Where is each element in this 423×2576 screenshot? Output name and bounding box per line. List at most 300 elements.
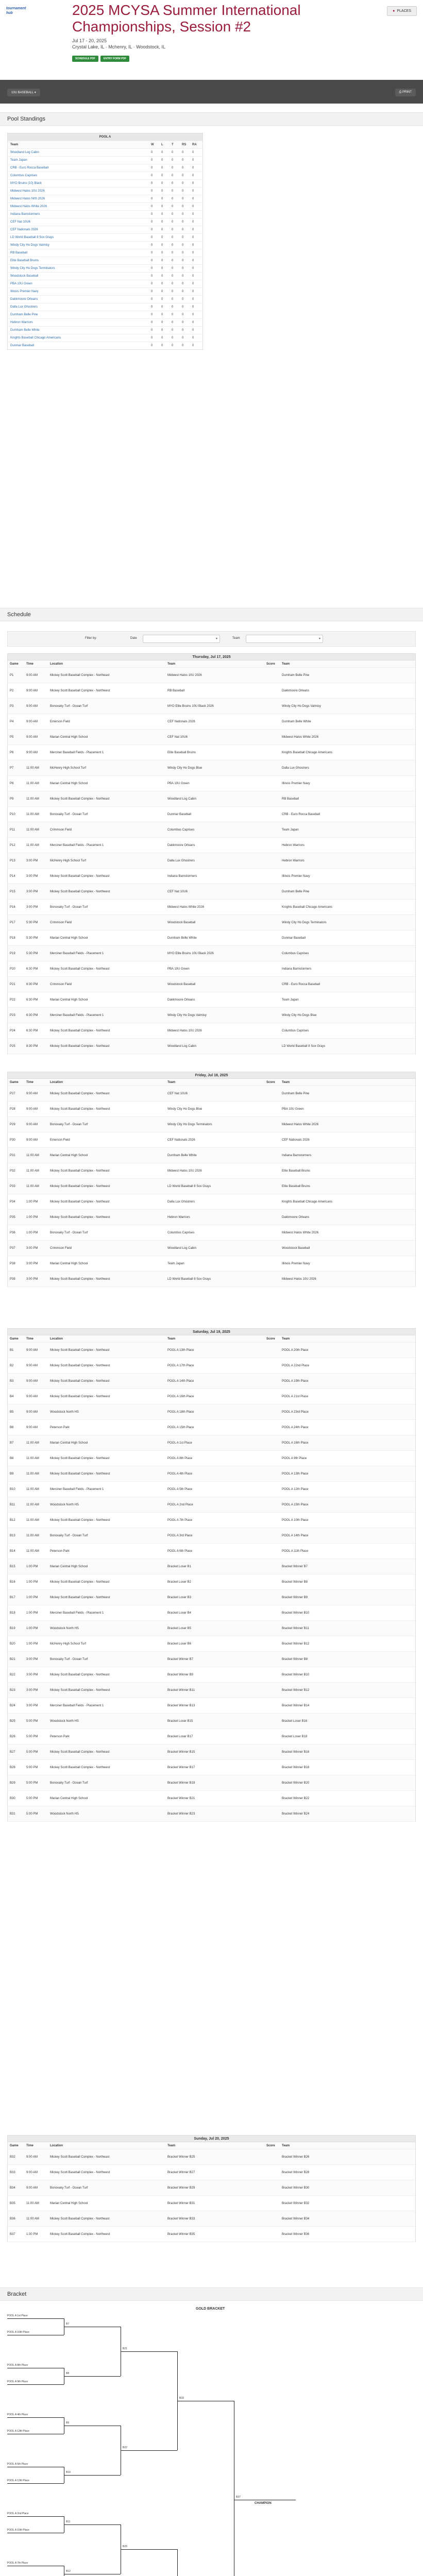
game-row — [8, 1420, 415, 1435]
places-button[interactable] — [387, 6, 417, 16]
game-number: P39 — [10, 1277, 15, 1281]
game-location[interactable]: Bonovaky Turf - Ocean Turf — [50, 1781, 88, 1785]
team-link[interactable]: Indiana Barnstormers — [10, 213, 40, 216]
ties: 0 — [172, 197, 174, 200]
runs-allowed: 0 — [192, 205, 194, 208]
bracket-connector — [7, 2516, 64, 2517]
game-location[interactable]: McHenry High School Turf — [50, 766, 87, 770]
team-link[interactable]: Dalla Lux Ghostrers — [10, 306, 38, 309]
logo-line-1: tournament — [6, 7, 26, 10]
team-link[interactable]: Dakkmoore Orleans — [10, 298, 38, 301]
game-time: 11:00 AM — [26, 1456, 39, 1460]
home-team: CEF Nat 10U6 — [167, 890, 188, 893]
game-time: 5:30 PM — [26, 921, 38, 924]
game-number: B8 — [10, 1456, 14, 1460]
home-team: Woodland Log Cabin — [167, 1246, 196, 1250]
game-location[interactable]: Emerson Field — [50, 1138, 70, 1142]
game-location[interactable]: Merciner Baseball Fields - Placement 1 — [50, 751, 104, 754]
pool-standing-row — [8, 318, 202, 326]
runs-allowed: 0 — [192, 197, 194, 200]
game-location[interactable]: Mickey Scott Baseball Complex - Northwest — [50, 1766, 110, 1769]
runs-allowed: 0 — [192, 298, 194, 301]
losses: 0 — [161, 313, 163, 316]
tournament-hub-logo[interactable] — [6, 6, 39, 27]
game-location[interactable]: Mickey Scott Baseball Complex - Northwest — [50, 1184, 110, 1188]
col-game-time: Time — [26, 662, 33, 666]
runs-scored: 0 — [182, 236, 184, 239]
game-location[interactable]: Mickey Scott Baseball Complex - Northeast — [50, 1348, 110, 1352]
losses: 0 — [161, 321, 163, 324]
game-location[interactable]: Mickey Scott Baseball Complex - Northeast — [50, 1169, 110, 1173]
runs-scored: 0 — [182, 313, 184, 316]
game-time: 5:30 PM — [26, 952, 38, 955]
bracket-game-label: B11 — [66, 2520, 71, 2523]
game-location[interactable]: Mickey Scott Baseball Complex - Northwest — [50, 1688, 110, 1692]
event-header — [0, 0, 423, 75]
game-time: 11:00 AM — [26, 1441, 39, 1445]
game-time: 11:00 AM — [26, 1184, 39, 1188]
game-location[interactable]: Woodstock North HS — [50, 1812, 79, 1816]
home-team: Bracket Loser B1 — [167, 1565, 192, 1568]
home-team: POOL A 3rd Place — [167, 1534, 193, 1537]
game-location[interactable]: Mickey Scott Baseball Complex - Northeast — [50, 1092, 110, 1095]
game-number: P36 — [10, 1231, 15, 1234]
away-team: POOL A 13th Place — [282, 1472, 309, 1476]
losses: 0 — [161, 344, 163, 347]
game-number: P9 — [10, 797, 14, 801]
away-team: POOL A 11th Place — [282, 1549, 309, 1553]
runs-allowed: 0 — [192, 344, 194, 347]
game-row — [8, 1791, 415, 1806]
runs-allowed: 0 — [192, 282, 194, 285]
game-location[interactable]: Mickey Scott Baseball Complex - Northeast — [50, 1580, 110, 1584]
game-location[interactable]: Crimmson Field — [50, 921, 72, 924]
game-time: 9:00 AM — [26, 673, 38, 677]
pool-standing-row — [8, 218, 202, 226]
losses: 0 — [161, 244, 163, 247]
game-location[interactable]: Mickey Scott Baseball Complex - Northeast — [50, 1456, 110, 1460]
game-location[interactable]: Mickey Scott Baseball Complex - Northeast — [50, 797, 110, 801]
game-time: 5:00 PM — [26, 1812, 38, 1816]
ties: 0 — [172, 159, 174, 162]
team-filter-select[interactable] — [246, 635, 323, 643]
ties: 0 — [172, 166, 174, 170]
team-link[interactable]: Knights Baseball Chicago Americans — [10, 336, 61, 340]
game-row — [8, 992, 415, 1008]
game-location[interactable]: Mickey Scott Baseball Complex - Northeast — [50, 2155, 110, 2159]
runs-scored: 0 — [182, 166, 184, 170]
home-team: Midwest Halos 10U 2026 — [167, 1169, 202, 1173]
bracket-team: POOL A 9th Place — [7, 2380, 28, 2383]
runs-scored: 0 — [182, 213, 184, 216]
game-time: 11:00 AM — [26, 843, 39, 847]
game-row — [8, 1729, 415, 1744]
game-location[interactable]: Marian Central High School — [50, 1441, 88, 1445]
game-row — [8, 2227, 415, 2242]
bracket-connector — [64, 2475, 121, 2476]
game-location[interactable]: Bonovaky Turf - Ocean Turf — [50, 704, 88, 708]
game-time: 9:00 AM — [26, 720, 38, 723]
game-location[interactable]: Woodstock North HS — [50, 1503, 79, 1506]
game-location[interactable]: Peterson Park — [50, 1735, 70, 1738]
home-team: Bracket Winner B17 — [167, 1766, 195, 1769]
filter-by-label: Filter by: — [85, 637, 97, 640]
schedule-pdf-button[interactable]: SCHEDULE PDF — [72, 56, 98, 62]
game-location[interactable]: Peterson Park — [50, 1426, 70, 1429]
team-link[interactable]: Team Japan — [10, 159, 27, 162]
game-row — [8, 1605, 415, 1621]
col-team: Team — [10, 143, 19, 146]
runs-allowed: 0 — [192, 321, 194, 324]
runs-scored: 0 — [182, 306, 184, 309]
game-location[interactable]: Marian Central High School — [50, 2201, 88, 2205]
team-link[interactable]: Durnham Belle Pine — [10, 313, 38, 316]
game-location[interactable]: Emerson Field — [50, 720, 70, 723]
pool-standings-table — [7, 133, 203, 350]
game-location[interactable]: Bonovaky Turf - Ocean Turf — [50, 1534, 88, 1537]
bracket-game-label: B33 — [179, 2397, 184, 2400]
game-row — [8, 1806, 415, 1822]
team-link[interactable]: Illinois Premier Navy — [10, 290, 39, 293]
game-row — [8, 1008, 415, 1023]
game-location[interactable]: Mickey Scott Baseball Complex - Northeast — [50, 1673, 110, 1676]
home-team: Bracket Loser B2 — [167, 1580, 192, 1584]
wins: 0 — [151, 213, 153, 216]
game-row — [8, 822, 415, 838]
col-l: L — [161, 143, 163, 146]
game-number: P4 — [10, 720, 14, 723]
team-link[interactable]: LD World Baseball 8 Sox Grays — [10, 236, 54, 239]
entry-form-pdf-button[interactable]: ENTRY FORM PDF — [100, 56, 129, 62]
game-time: 9:00 AM — [26, 735, 38, 739]
schedule-day-title: Friday, Jul 18, 2025 — [7, 1072, 416, 1079]
game-number: B21 — [10, 1657, 15, 1661]
game-number: B17 — [10, 1596, 15, 1599]
runs-allowed: 0 — [192, 228, 194, 231]
bracket-team: POOL A 4th Place — [7, 2413, 28, 2416]
game-location[interactable]: Mickey Scott Baseball Complex - Northeast — [50, 1200, 110, 1204]
game-location[interactable]: Mickey Scott Baseball Complex - Northeast — [50, 1379, 110, 1383]
game-time: 11:00 AM — [26, 1549, 39, 1553]
game-location[interactable]: Mickey Scott Baseball Complex - Northwest — [50, 1518, 110, 1522]
game-number: B18 — [10, 1611, 15, 1615]
game-location[interactable]: Crimmson Field — [50, 828, 72, 832]
away-team: Bracket Winner B32 — [282, 2201, 310, 2205]
game-location[interactable]: Merciner Baseball Fields - Placement 1 — [50, 1013, 104, 1017]
game-number: B7 — [10, 1441, 14, 1445]
game-number: P13 — [10, 859, 15, 862]
schedule-day-table — [7, 1079, 416, 1287]
away-team: Bracket Winner B12 — [282, 1688, 310, 1692]
game-time: 11:00 AM — [26, 782, 39, 785]
team-link[interactable]: Woodland Log Cabin — [10, 151, 39, 154]
game-time: 11:00 AM — [26, 1534, 39, 1537]
wins: 0 — [151, 275, 153, 278]
game-location[interactable]: Marian Central High School — [50, 1565, 88, 1568]
col-game-score: Score — [266, 2144, 275, 2147]
col-game-time: Time — [26, 1080, 33, 1084]
col-game-location: Location — [50, 2144, 63, 2147]
game-row — [8, 1343, 415, 1358]
team-link[interactable]: Durnham Belle White — [10, 329, 40, 332]
game-location[interactable]: Marian Central High School — [50, 735, 88, 739]
game-time: 3:00 PM — [26, 1246, 38, 1250]
runs-scored: 0 — [182, 336, 184, 340]
division-select[interactable]: 10U BASEBALL ▾ — [7, 89, 40, 96]
game-row — [8, 1621, 415, 1636]
away-team: Illinois Premier Navy — [282, 874, 310, 878]
game-number: P21 — [10, 982, 15, 986]
game-time: 3:00 PM — [26, 890, 38, 893]
game-location[interactable]: Crimmson Field — [50, 1246, 72, 1250]
game-location[interactable]: Mickey Scott Baseball Complex - Northeast — [50, 874, 110, 878]
game-number: B9 — [10, 1472, 14, 1476]
game-location[interactable]: Mickey Scott Baseball Complex - Northeast — [50, 967, 110, 971]
team-link[interactable]: Windy City Ho Dogs Valmisy — [10, 244, 49, 247]
game-number: B19 — [10, 1626, 15, 1630]
team-link[interactable]: CEF Nat 10U6 — [10, 221, 31, 224]
game-location[interactable]: Merciner Baseball Fields - Placement 1 — [50, 843, 104, 847]
away-team: Bracket Winner B9 — [282, 1596, 308, 1599]
home-team: CEF Nationals 2026 — [167, 1138, 195, 1142]
team-link[interactable]: Midwest Halos White 2026 — [10, 205, 47, 208]
runs-scored: 0 — [182, 321, 184, 324]
game-time: 5:00 PM — [26, 1766, 38, 1769]
event-buttons — [72, 56, 129, 62]
game-row — [8, 1451, 415, 1466]
game-number: P11 — [10, 828, 15, 832]
game-row — [8, 1117, 415, 1132]
away-team: Windy City Ho Dogs Valmisy — [282, 704, 321, 708]
away-team: POOL A 12th Place — [282, 1487, 309, 1491]
game-number: B16 — [10, 1580, 15, 1584]
game-location[interactable]: Marian Central High School — [50, 936, 88, 940]
team-link[interactable]: Columbus Caprises — [10, 174, 38, 177]
away-team: Elite Baseball Bruins — [282, 1169, 311, 1173]
game-time: 9:00 AM — [26, 704, 38, 708]
game-location[interactable]: Mickey Scott Baseball Complex - Northeast — [50, 2217, 110, 2221]
game-location[interactable]: Mickey Scott Baseball Complex - Northwest — [50, 1472, 110, 1476]
game-row — [8, 1667, 415, 1683]
game-location[interactable]: Mickey Scott Baseball Complex - Northwest — [50, 1364, 110, 1367]
losses: 0 — [161, 174, 163, 177]
col-game-score: Score — [266, 1080, 275, 1084]
away-team: Midwest Halos White 2026 — [282, 735, 319, 739]
game-location[interactable]: Mickey Scott Baseball Complex - Northwest — [50, 1395, 110, 1398]
print-button[interactable] — [395, 89, 416, 96]
game-row — [8, 1039, 415, 1054]
game-location[interactable]: Merciner Baseball Fields - Placement 1 — [50, 1611, 104, 1615]
game-location[interactable]: Bonovaky Turf - Ocean Turf — [50, 812, 88, 816]
away-team: Bracket Winner B10 — [282, 1673, 310, 1676]
game-location[interactable]: Mickey Scott Baseball Complex - Northwest — [50, 1107, 110, 1111]
team-link[interactable]: RB Baseball — [10, 251, 28, 255]
runs-allowed: 0 — [192, 336, 194, 340]
game-location[interactable]: Mickey Scott Baseball Complex - Northwest — [50, 1277, 110, 1281]
home-team: Bracket Winner B13 — [167, 1704, 195, 1707]
away-team: Bracket Winner B11 — [282, 1626, 309, 1630]
away-team: POOL A 15th Place — [282, 1503, 309, 1506]
game-row — [8, 853, 415, 869]
game-number: P38 — [10, 1262, 15, 1265]
away-team: Bracket Loser B18 — [282, 1735, 308, 1738]
game-row — [8, 2211, 415, 2227]
schedule-title: Schedule — [7, 612, 31, 618]
game-location[interactable]: Marian Central High School — [50, 1797, 88, 1800]
team-filter-label: Team — [232, 637, 240, 640]
home-team: Windy City Ho Dogs Blue — [167, 766, 202, 770]
game-location[interactable]: Mickey Scott Baseball Complex - Northwest — [50, 2171, 110, 2174]
schedule-day-table — [7, 2142, 416, 2242]
col-game-score: Score — [266, 662, 275, 666]
schedule-day-title: Saturday, Jul 19, 2025 — [7, 1328, 416, 1335]
game-time: 11:00 AM — [26, 1518, 39, 1522]
wins: 0 — [151, 267, 153, 270]
bracket-connector — [7, 2384, 64, 2385]
pool-standing-row — [8, 334, 202, 342]
pool-standing-row — [8, 148, 202, 156]
team-link[interactable]: Dunmar Baseball — [10, 344, 35, 347]
team-link[interactable]: PBA 10U Green — [10, 282, 32, 285]
game-location[interactable]: Mickey Scott Baseball Complex - Northeast — [50, 1750, 110, 1754]
col-ra: RA — [192, 143, 197, 146]
ties: 0 — [172, 259, 174, 262]
home-team: Woodland Log Cabin — [167, 1044, 196, 1048]
pool-standing-row — [8, 326, 202, 334]
team-link[interactable]: Woodstock Baseball — [10, 275, 39, 278]
game-number: P23 — [10, 1013, 15, 1017]
game-location[interactable]: Mickey Scott Baseball Complex - Northwest — [50, 1596, 110, 1599]
team-link[interactable]: Midwest Halos 10U 2026 — [10, 190, 45, 193]
runs-scored: 0 — [182, 190, 184, 193]
ties: 0 — [172, 213, 174, 216]
game-location[interactable]: Marian Central High School — [50, 998, 88, 1002]
runs-scored: 0 — [182, 228, 184, 231]
game-location[interactable]: Mickey Scott Baseball Complex - Northwest — [50, 2232, 110, 2236]
home-team: Woodstock Baseball — [167, 921, 196, 924]
game-number: B26 — [10, 1735, 15, 1738]
game-location[interactable]: Marian Central High School — [50, 782, 88, 785]
team-link[interactable]: MYO Bruins (10) Black — [10, 182, 42, 185]
game-location[interactable]: McHenry High School Turf — [50, 859, 87, 862]
runs-allowed: 0 — [192, 151, 194, 154]
game-location[interactable]: Bonovaky Turf - Ocean Turf — [50, 1231, 88, 1234]
game-location[interactable]: Mickey Scott Baseball Complex - Northwest — [50, 689, 110, 692]
home-team: POOL A 5th Place — [167, 1487, 193, 1491]
col-home-team: Team — [167, 1337, 176, 1341]
runs-allowed: 0 — [192, 236, 194, 239]
bracket-game-label: B9 — [66, 2421, 70, 2425]
game-location[interactable]: Mickey Scott Baseball Complex - Northeast — [50, 673, 110, 677]
game-location[interactable]: Crimmson Field — [50, 982, 72, 986]
bracket-final-game: B37 — [236, 2496, 241, 2499]
game-location[interactable]: Bonovaky Turf - Ocean Turf — [50, 1123, 88, 1126]
team-link[interactable]: Elite Baseball Bruins — [10, 259, 39, 262]
game-time: 11:00 AM — [26, 797, 39, 801]
game-location[interactable]: McHenry High School Turf — [50, 1642, 87, 1646]
game-location[interactable]: Woodstock North HS — [50, 1410, 79, 1414]
home-team: POOL A 1st Place — [167, 1441, 192, 1445]
team-link[interactable]: CEF Nationals 2026 — [10, 228, 38, 231]
game-location[interactable]: Merciner Baseball Fields - Placement 1 — [50, 1487, 104, 1491]
game-location[interactable]: Merciner Baseball Fields - Placement 1 — [50, 952, 104, 955]
losses: 0 — [161, 182, 163, 185]
wins: 0 — [151, 182, 153, 185]
game-row — [8, 1179, 415, 1194]
ties: 0 — [172, 329, 174, 332]
pool-standing-row — [8, 233, 202, 241]
home-team: MYO Elite Bruins 10U Black 2026 — [167, 952, 214, 955]
team-link[interactable]: Midwest Halos Nrth 2026 — [10, 197, 45, 200]
game-location[interactable]: Bonovaky Turf - Ocean Turf — [50, 1657, 88, 1661]
game-time: 9:00 AM — [26, 1395, 38, 1398]
home-team: POOL A 7th Place — [167, 1518, 193, 1522]
pool-standing-row — [8, 210, 202, 218]
game-row — [8, 1374, 415, 1389]
game-location[interactable]: Peterson Park — [50, 1549, 70, 1553]
ties: 0 — [172, 336, 174, 340]
away-team: PBA 10U Green — [282, 1107, 304, 1111]
home-team: Bracket Winner B31 — [167, 2201, 195, 2205]
game-location[interactable]: Mickey Scott Baseball Complex - Northeast — [50, 1044, 110, 1048]
game-row — [8, 838, 415, 853]
game-location[interactable]: Bonovaky Turf - Ocean Turf — [50, 2186, 88, 2190]
team-link[interactable]: CRB - Euro Rocca Baseball — [10, 166, 49, 170]
home-team: Dunmar Baseball — [167, 812, 192, 816]
game-location[interactable]: Marian Central High School — [50, 1154, 88, 1157]
wins: 0 — [151, 344, 153, 347]
game-number: B13 — [10, 1534, 15, 1537]
runs-allowed: 0 — [192, 251, 194, 255]
game-number: B15 — [10, 1565, 15, 1568]
game-number: B4 — [10, 1395, 14, 1398]
date-filter-select[interactable] — [143, 635, 220, 643]
away-team: Woodstock Baseball — [282, 1246, 310, 1250]
game-location[interactable]: Bonovaky Turf - Ocean Turf — [50, 905, 88, 909]
event-title — [72, 2, 301, 35]
game-location[interactable]: Woodstock North HS — [50, 1719, 79, 1723]
game-row — [8, 915, 415, 930]
game-time: 6:30 PM — [26, 967, 38, 971]
game-number: P31 — [10, 1154, 15, 1157]
game-location[interactable]: Woodstock North HS — [50, 1626, 79, 1630]
team-link[interactable]: Windy City Ho Dogs Terminators — [10, 267, 55, 270]
ties: 0 — [172, 267, 174, 270]
game-number: P2 — [10, 689, 14, 692]
wins: 0 — [151, 205, 153, 208]
game-location[interactable]: Mickey Scott Baseball Complex - Northwest — [50, 1029, 110, 1032]
team-link[interactable]: Hebron Warriors — [10, 321, 33, 324]
event-title-line-2: Championships, Session #2 — [72, 19, 251, 35]
game-time: 3:00 PM — [26, 1262, 38, 1265]
losses: 0 — [161, 298, 163, 301]
game-location[interactable]: Mickey Scott Baseball Complex - Northwest — [50, 1215, 110, 1219]
game-location[interactable]: Mickey Scott Baseball Complex - Northwest — [50, 890, 110, 893]
game-location[interactable]: Marian Central High School — [50, 1262, 88, 1265]
game-number: P12 — [10, 843, 15, 847]
wins: 0 — [151, 290, 153, 293]
runs-allowed: 0 — [192, 221, 194, 224]
game-time: 1:00 PM — [26, 1565, 38, 1568]
away-team: Elite Baseball Bruins — [282, 1184, 311, 1188]
home-team: Midwest Halos White 2026 — [167, 905, 205, 909]
col-game-number: Game — [10, 1080, 19, 1084]
pool-standing-row — [8, 287, 202, 295]
home-team: Bracket Winner B11 — [167, 1688, 195, 1692]
game-time: 9:00 AM — [26, 1123, 38, 1126]
col-home-team: Team — [167, 662, 176, 666]
game-location[interactable]: Merciner Baseball Fields - Placement 1 — [50, 1704, 104, 1707]
